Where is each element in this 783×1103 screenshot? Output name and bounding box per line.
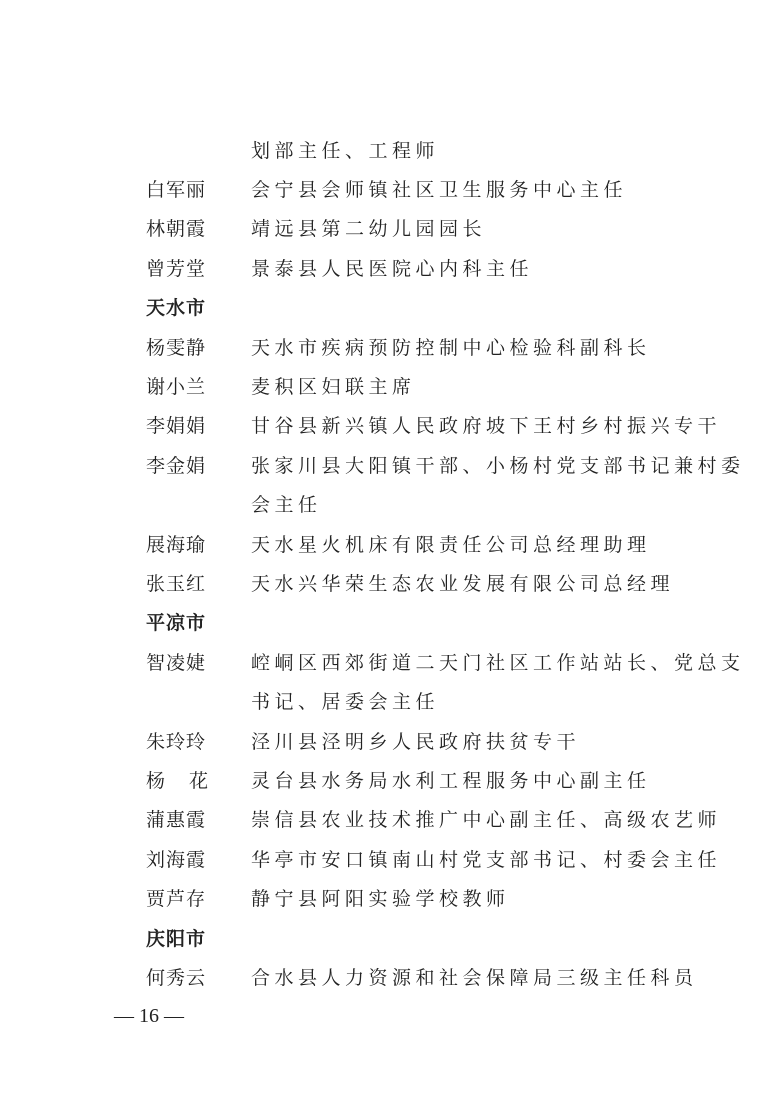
entry-description: 泾川县泾明乡人民政府扶贫专干 (251, 731, 581, 753)
list-line (0, 371, 783, 403)
list-line (0, 253, 783, 285)
city-heading: 平凉市 (146, 612, 207, 634)
page-number: — 16 — (114, 1005, 184, 1027)
list-line (0, 213, 783, 245)
entry-description: 灵台县水务局水利工程服务中心副主任 (251, 770, 651, 792)
entry-description: 华亭市安口镇南山村党支部书记、村委会主任 (251, 849, 722, 871)
person-name: 曾芳堂 (146, 258, 207, 280)
list-line (0, 410, 783, 442)
entry-description: 景泰县人民医院心内科主任 (251, 258, 534, 280)
person-name: 谢小兰 (146, 376, 207, 398)
person-name: 刘海霞 (146, 849, 207, 871)
city-heading: 天水市 (146, 297, 207, 319)
entry-description: 合水县人力资源和社会保障局三级主任科员 (251, 967, 698, 989)
entry-description: 崇信县农业技术推广中心副主任、高级农艺师 (251, 809, 722, 831)
entry-description: 天水兴华荣生态农业发展有限公司总经理 (251, 573, 675, 595)
entry-description-continued: 书记、居委会主任 (251, 691, 440, 713)
list-line (0, 292, 783, 324)
list-line (0, 174, 783, 206)
entry-description: 静宁县阿阳实验学校教师 (251, 888, 510, 910)
list-line (0, 568, 783, 600)
list-line (0, 923, 783, 955)
list-line (0, 844, 783, 876)
person-name: 白军丽 (146, 179, 207, 201)
list-line (0, 765, 783, 797)
person-name: 杨雯静 (146, 337, 207, 359)
city-heading: 庆阳市 (146, 928, 207, 950)
person-name: 智凌婕 (146, 652, 207, 674)
list-line (0, 529, 783, 561)
person-name: 何秀云 (146, 967, 207, 989)
entry-description-continued: 会主任 (251, 494, 322, 516)
list-line (0, 489, 783, 521)
list-line (0, 135, 783, 167)
entry-description: 崆峒区西郊街道二天门社区工作站站长、党总支 (251, 652, 745, 674)
person-name: 展海瑜 (146, 534, 207, 556)
person-name: 林朝霞 (146, 218, 207, 240)
list-line (0, 607, 783, 639)
list-line (0, 450, 783, 482)
entry-description: 会宁县会师镇社区卫生服务中心主任 (251, 179, 628, 201)
list-line (0, 726, 783, 758)
entry-description: 靖远县第二幼儿园园长 (251, 218, 487, 240)
list-line (0, 962, 783, 994)
entry-description: 甘谷县新兴镇人民政府坡下王村乡村振兴专干 (251, 415, 722, 437)
list-line (0, 883, 783, 915)
list-line (0, 686, 783, 718)
entry-description: 天水市疾病预防控制中心检验科副科长 (251, 337, 651, 359)
person-name: 张玉红 (146, 573, 207, 595)
entry-description-continued: 划部主任、工程师 (251, 140, 440, 162)
entry-description: 天水星火机床有限责任公司总经理助理 (251, 534, 651, 556)
list-line (0, 332, 783, 364)
person-name: 蒲惠霞 (146, 809, 207, 831)
person-name: 李金娟 (146, 455, 207, 477)
entry-description: 麦积区妇联主席 (251, 376, 416, 398)
list-line (0, 647, 783, 679)
person-name: 李娟娟 (146, 415, 207, 437)
list-line (0, 804, 783, 836)
entry-description: 张家川县大阳镇干部、小杨村党支部书记兼村委 (251, 455, 745, 477)
person-name: 朱玲玲 (146, 731, 207, 753)
person-name: 贾芦存 (146, 888, 207, 910)
person-name: 杨花 (146, 770, 233, 792)
